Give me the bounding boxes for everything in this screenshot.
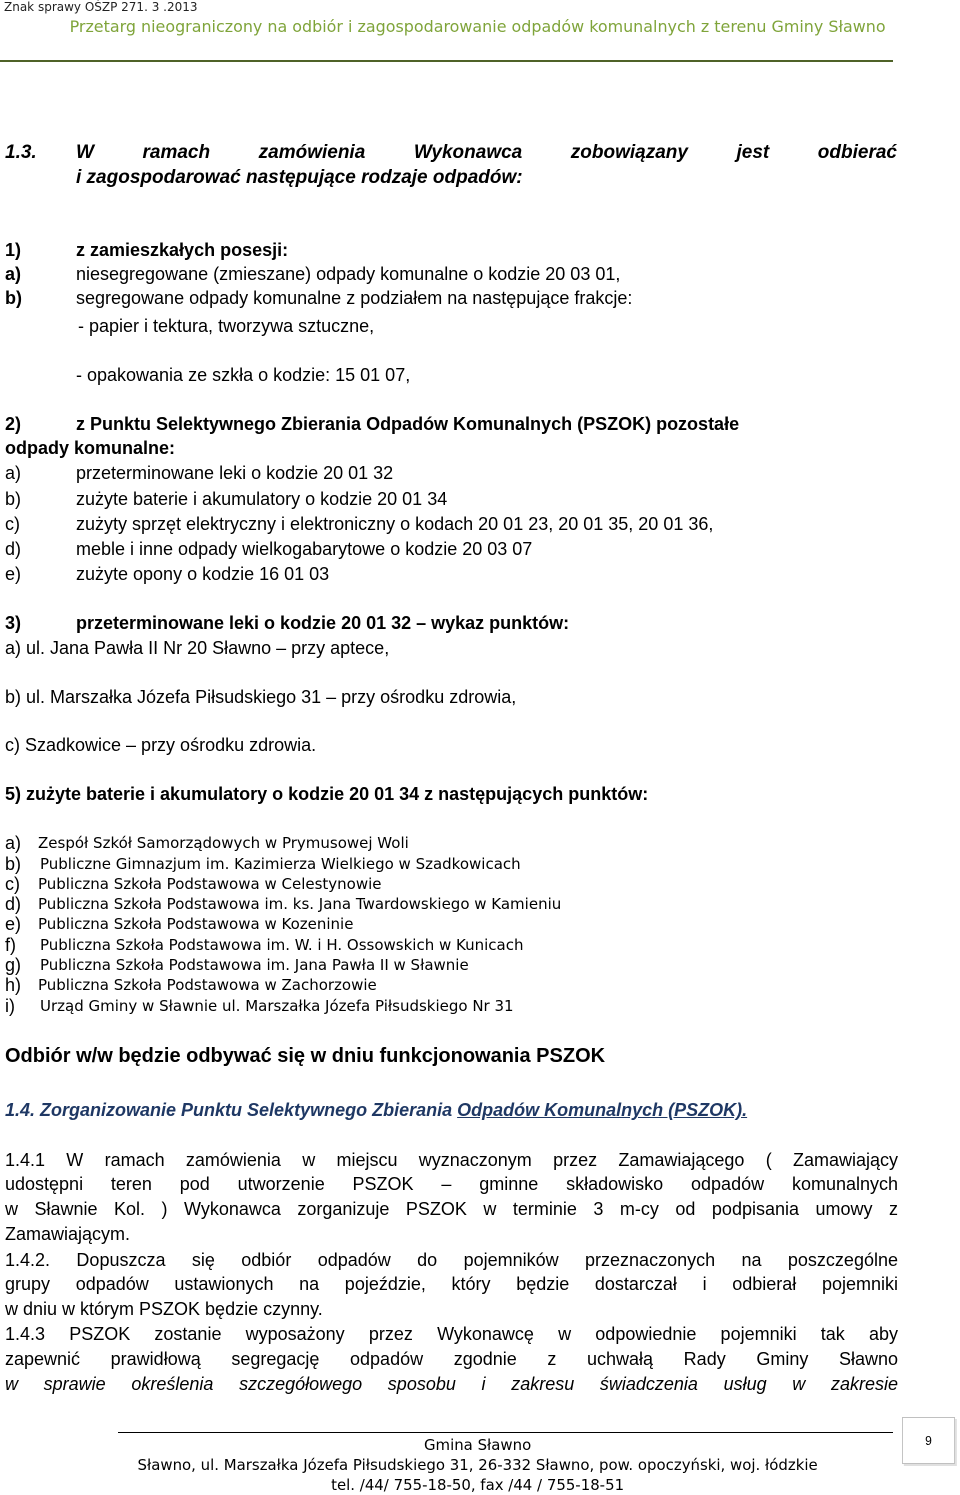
section-1-3-number: 1.3.: [5, 142, 37, 163]
para-1-4-1-line3: w Sławnie Kol. ) Wykonawca zorganizuje PSZOK w terminie 3 m-cy od podpisania umowy z: [5, 1199, 898, 1219]
item-2c-text: zużyty sprzęt elektryczny i elektroniczny o kodach 20 01 23, 20 01 35, 20 01 36,: [76, 514, 714, 534]
para-1-4-2-line3: w dniu w którym PSZOK będzie czynny.: [5, 1299, 323, 1319]
para-1-4-1-line1: 1.4.1 W ramach zamówienia w miejscu wyznaczonym przez Zamawiającego ( Zamawiający: [5, 1150, 898, 1170]
section-1-4-heading-underlined: Odpadów Komunalnych (PSZOK).: [457, 1100, 748, 1120]
item-2e-label: e): [5, 564, 22, 584]
item-5h-text: Publiczna Szkoła Podstawowa w Zachorzowie: [38, 976, 377, 994]
item-3b: b) ul. Marszałka Józefa Piłsudskiego 31 – przy ośrodku zdrowia,: [5, 687, 517, 707]
item-3-title: przeterminowane leki o kodzie 20 01 32 – wykaz punktów:: [76, 613, 570, 633]
item-2b-text: zużyte baterie i akumulatory o kodzie 20 01 34: [76, 489, 448, 509]
item-1b-text: segregowane odpady komunalne z podziałem na następujące frakcje:: [76, 288, 633, 308]
item-1-title: z zamieszkałych posesji:: [76, 240, 289, 260]
item-5b-label: b): [5, 854, 22, 874]
item-5e-text: Publiczna Szkoła Podstawowa w Kozeninie: [38, 915, 354, 933]
item-5c-label: c): [5, 874, 20, 894]
item-2c-label: c): [5, 514, 20, 534]
section-1-3-heading-line2: i zagospodarować następujące rodzaje odpadów:: [76, 167, 523, 188]
item-5a-label: a): [5, 833, 22, 853]
item-2b-label: b): [5, 489, 22, 509]
item-1-number: 1): [5, 240, 22, 260]
item-5h-label: h): [5, 975, 22, 995]
item-5e-label: e): [5, 914, 22, 934]
item-5g-label: g): [5, 955, 22, 975]
footer-contact: tel. /44/ 755-18-50, fax /44 / 755-18-51: [331, 1476, 625, 1494]
collection-note: Odbiór w/w będzie odbywać się w dniu funkcjonowania PSZOK: [5, 1045, 606, 1067]
item-2a-label: a): [5, 463, 22, 483]
item-2-title-line2: odpady komunalne:: [5, 438, 176, 458]
document-header-title: Przetarg nieograniczony na odbiór i zagospodarowanie odpadów komunalnych z terenu Gminy Sławno: [69, 17, 886, 36]
item-5g-text: Publiczna Szkoła Podstawowa im. Jana Pawła II w Sławnie: [40, 956, 469, 974]
item-5d-label: d): [5, 894, 22, 914]
item-1a-label: a): [5, 264, 22, 284]
item-3a: a) ul. Jana Pawła II Nr 20 Sławno – przy aptece,: [5, 638, 390, 658]
footer-organization: Gmina Sławno: [423, 1436, 532, 1454]
item-5f-label: f): [5, 935, 16, 955]
item-2e-text: zużyte opony o kodzie 16 01 03: [76, 564, 330, 584]
para-1-4-3-line1: 1.4.3 PSZOK zostanie wyposażony przez Wykonawcę w odpowiednie pojemniki tak aby: [5, 1324, 898, 1344]
item-2d-label: d): [5, 539, 22, 559]
page-number: 9: [902, 1417, 955, 1464]
para-1-4-3-line3: w sprawie określenia szczegółowego sposobu i zakresu świadczenia usług w zakresie: [5, 1374, 898, 1394]
fraction-szklo: - opakowania ze szkła o kodzie: 15 01 07,: [76, 365, 411, 385]
para-1-4-2-line1: 1.4.2. Dopuszcza się odbiór odpadów do pojemników przeznaczonych na poszczególne: [5, 1250, 898, 1270]
section-1-4-heading-prefix: 1.4. Zorganizowanie Punktu Selektywnego Zbierania: [5, 1100, 458, 1120]
item-3-number: 3): [5, 613, 22, 633]
item-5-title: 5) zużyte baterie i akumulatory o kodzie 20 01 34 z następujących punktów:: [5, 784, 649, 804]
item-2d-text: meble i inne odpady wielkogabarytowe o kodzie 20 03 07: [76, 539, 533, 559]
section-1-4-heading: [5, 1100, 747, 1121]
fraction-papier: - papier i tektura, tworzywa sztuczne,: [78, 316, 375, 336]
item-3c: c) Szadkowice – przy ośrodku zdrowia.: [5, 735, 317, 755]
item-5d-text: Publiczna Szkoła Podstawowa im. ks. Jana Twardowskiego w Kamieniu: [38, 895, 562, 913]
footer-address: Sławno, ul. Marszałka Józefa Piłsudskiego 31, 26-332 Sławno, pow. opoczyński, woj. łódzkie: [137, 1456, 818, 1474]
document-reference: Znak sprawy OŚZP 271. 3 .2013: [4, 0, 198, 14]
para-1-4-3-line2: zapewnić prawidłową segregację odpadów zgodnie z uchwałą Rady Gminy Sławno: [5, 1349, 898, 1369]
item-5b-text: Publiczne Gimnazjum im. Kazimierza Wielkiego w Szadkowicach: [40, 855, 521, 873]
item-5c-text: Publiczna Szkoła Podstawowa w Celestynowie: [38, 875, 382, 893]
para-1-4-1-line2: udostępni teren pod utworzenie PSZOK – gminne składowisko odpadów komunalnych: [5, 1174, 898, 1194]
item-2-number: 2): [5, 414, 22, 434]
item-1a-text: niesegregowane (zmieszane) odpady komunalne o kodzie 20 03 01,: [76, 264, 621, 284]
item-5f-text: Publiczna Szkoła Podstawowa im. W. i H. Ossowskich w Kunicach: [40, 936, 524, 954]
header-rule: [0, 60, 893, 62]
item-1b-label: b): [5, 288, 22, 308]
item-5i-label: i): [5, 996, 15, 1016]
section-1-3-heading-line1: W ramach zamówienia Wykonawca zobowiązany jest odbierać: [76, 142, 897, 163]
item-2a-text: przeterminowane leki o kodzie 20 01 32: [76, 463, 394, 483]
para-1-4-2-line2: grupy odpadów ustawionych na pojeździe, który będzie dostarczał i odbierał pojemniki: [5, 1274, 898, 1294]
para-1-4-1-line4: Zamawiającym.: [5, 1224, 131, 1244]
item-5a-text: Zespół Szkół Samorządowych w Prymusowej Woli: [38, 834, 409, 852]
footer-rule: [118, 1432, 893, 1433]
item-5i-text: Urząd Gminy w Sławnie ul. Marszałka Józefa Piłsudskiego Nr 31: [40, 997, 514, 1015]
item-2-title-line1: z Punktu Selektywnego Zbierania Odpadów Komunalnych (PSZOK) pozostałe: [76, 414, 740, 434]
